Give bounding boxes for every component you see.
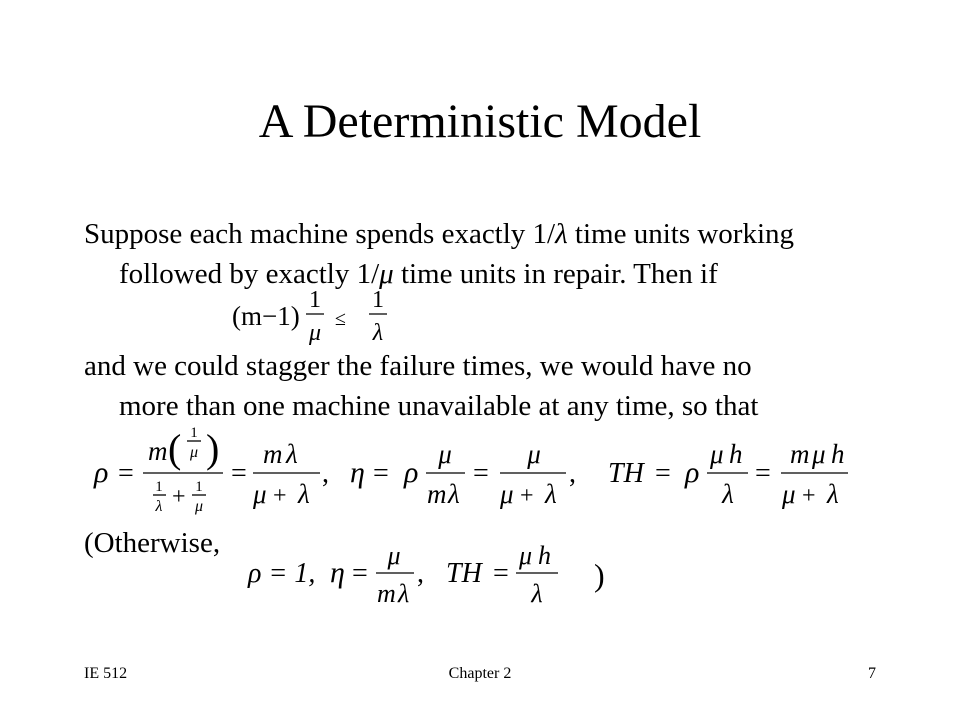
- eq-mu: μ: [710, 439, 724, 469]
- paragraph-stagger: [84, 346, 884, 426]
- eq-lambda: λ: [398, 579, 410, 608]
- plus-sign: +: [172, 484, 186, 510]
- equation-main: [88, 420, 858, 520]
- text-run: followed by exactly 1/: [119, 258, 380, 290]
- equals-sign: =: [118, 458, 134, 489]
- eq-rhs-denominator-lambda: λ: [372, 320, 384, 346]
- footer-page-number: 7: [868, 665, 876, 682]
- equals-sign: =: [352, 558, 368, 589]
- eq-lambda: λ: [298, 479, 310, 509]
- eq-lambda: λ: [448, 479, 460, 509]
- rho-symbol: ρ: [94, 456, 109, 489]
- comma: ,: [569, 458, 576, 489]
- plus-sign: +: [520, 483, 534, 509]
- eq-mu: μ: [812, 439, 826, 469]
- eq-lambda: λ: [827, 479, 839, 509]
- eta-symbol: η: [350, 456, 365, 489]
- eq-lambda: λ: [545, 479, 557, 509]
- eq-mu: μ: [527, 439, 541, 469]
- paren-open: (: [168, 426, 182, 471]
- equals-sign: =: [473, 458, 489, 489]
- paragraph-assumption-line-1: [84, 214, 884, 254]
- eq-mu: μ: [500, 479, 514, 509]
- rho-symbol: ρ: [404, 456, 419, 489]
- slide-title: A Deterministic Model: [258, 95, 702, 148]
- eq-lambda: λ: [531, 579, 543, 608]
- eq-h: h: [538, 541, 551, 570]
- equals-sign: =: [231, 458, 247, 489]
- eq-mu: μ: [519, 541, 533, 570]
- eq-mu: μ: [438, 439, 452, 469]
- paragraph-otherwise-line-1: (Otherwise,: [84, 527, 221, 559]
- eq-mu: μ: [253, 479, 267, 509]
- eq-m: m: [427, 479, 447, 509]
- paragraph-stagger-line-2: more than one machine unavailable at any time, so that: [119, 390, 759, 422]
- footer-chapter: Chapter 2: [448, 665, 512, 682]
- small-one: 1: [155, 479, 163, 495]
- text-run: time units in repair. Then if: [393, 258, 718, 290]
- small-mu: μ: [189, 444, 199, 461]
- eq-mu: μ: [387, 541, 401, 570]
- eq-h: h: [729, 439, 743, 469]
- lambda-symbol: λ: [555, 218, 568, 250]
- small-one: 1: [195, 479, 203, 495]
- th-symbol: TH: [608, 458, 644, 489]
- eta-symbol: η: [330, 556, 345, 589]
- plus-sign: +: [802, 483, 816, 509]
- eq-lambda: λ: [286, 439, 298, 469]
- eq-m: m: [790, 439, 810, 469]
- plus-sign: +: [273, 483, 287, 509]
- footer-course: IE 512: [84, 665, 128, 682]
- eq-m: m: [263, 439, 283, 469]
- eq-h: h: [831, 439, 845, 469]
- eq-m: m: [377, 579, 396, 608]
- eq-m: m: [148, 436, 168, 466]
- small-one: 1: [190, 425, 198, 441]
- eq-relation: ≤: [335, 308, 346, 330]
- equals-sign: =: [655, 458, 671, 489]
- equals-sign: =: [493, 558, 509, 589]
- text-run: Suppose each machine spends exactly 1/: [84, 218, 556, 250]
- equation-otherwise: [246, 540, 626, 610]
- eq-numerator: 1: [309, 287, 321, 313]
- eq-lhs-factor: (m−1): [232, 301, 300, 331]
- paragraph-assumption-line-2: [84, 254, 884, 294]
- rho-symbol: ρ: [685, 456, 700, 489]
- equals-sign: =: [755, 458, 771, 489]
- comma: ,: [322, 458, 329, 489]
- paragraph-stagger-line-1: and we could stagger the failure times, we would have no: [84, 350, 752, 382]
- close-paren: ): [594, 557, 605, 593]
- rho-equals-one: ρ = 1,: [248, 558, 316, 589]
- comma: ,: [417, 558, 424, 589]
- text-run: time units working: [567, 218, 795, 250]
- paren-close: ): [206, 426, 220, 471]
- eq-mu: μ: [782, 479, 796, 509]
- small-lambda: λ: [155, 498, 163, 515]
- eq-denominator-mu: μ: [308, 320, 322, 346]
- eq-rhs-numerator: 1: [372, 287, 384, 313]
- mu-symbol: μ: [379, 258, 394, 290]
- small-mu: μ: [194, 498, 204, 515]
- eq-lambda: λ: [722, 479, 734, 509]
- paragraph-assumption: [84, 214, 884, 294]
- equation-condition: [232, 282, 392, 348]
- equals-sign: =: [373, 458, 389, 489]
- th-symbol: TH: [446, 558, 482, 589]
